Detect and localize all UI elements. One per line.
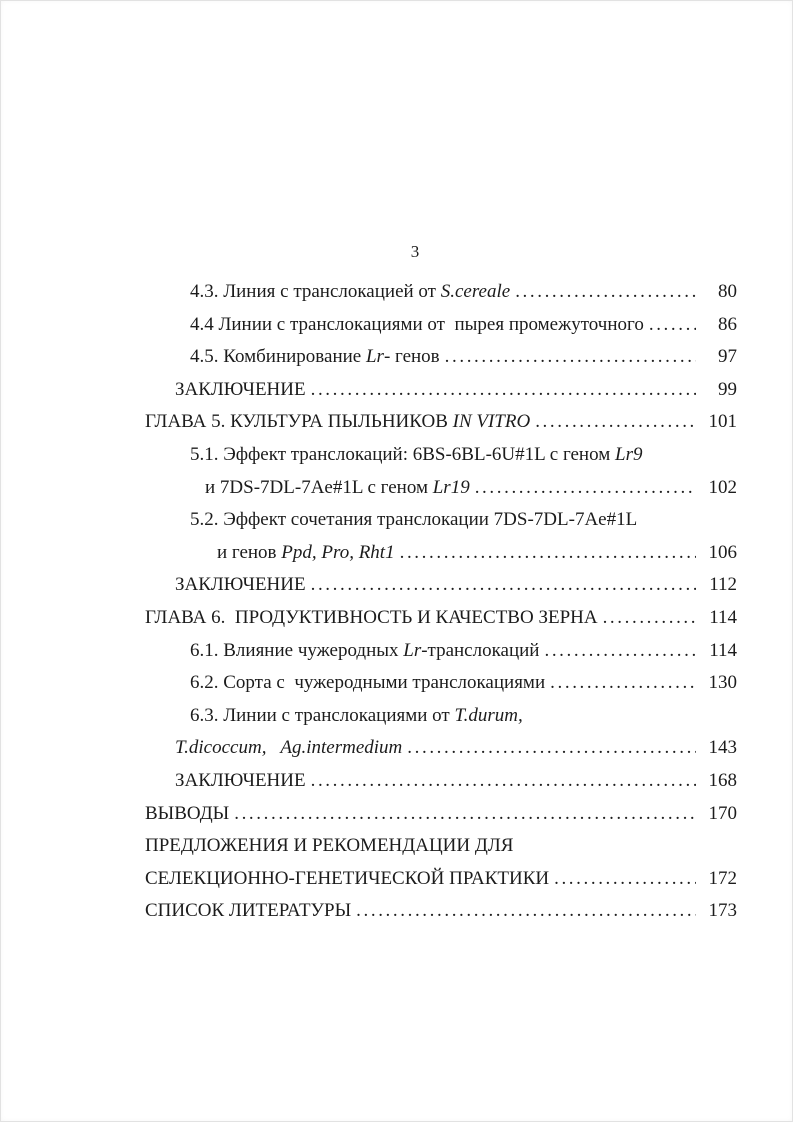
toc-row [145,537,737,570]
toc-row [145,895,737,928]
toc-entry-text [175,765,306,798]
toc-entry-segment: 6.2. Сорта с чужеродными транслокациями [190,672,546,694]
dot-leader [535,406,696,439]
toc-entry-italic-segment: Lr19 [432,476,470,498]
toc-entry-segment: 6.3. Линии с транслокациями от [190,704,455,726]
dot-leader [515,276,696,309]
toc-entry-italic-segment: Lr [403,639,422,661]
toc-entry-segment: и 7DS-7DL-7Ae#1L с геном [205,476,433,498]
toc-entry-text [175,569,306,602]
toc-entry-segment: ЗАКЛЮЧЕНИЕ [175,574,306,596]
dot-leader [311,569,696,602]
toc-entry-text [190,341,440,374]
toc-entry-segment: 4.5. Комбинирование [190,346,366,368]
toc-row [145,276,737,309]
toc-row [145,341,737,374]
toc-entry-text [145,895,351,928]
dot-leader [475,472,696,505]
dot-leader [311,374,696,407]
toc-entry-segment: 6.1. Влияние чужеродных [190,639,404,661]
dot-leader [649,309,696,342]
page-ref: 86 [718,313,737,335]
dot-leader [311,765,696,798]
toc-row [145,439,737,472]
toc-entry-segment: 5.1. Эффект транслокаций: 6BS-6BL-6U#1L с геном [190,443,616,465]
toc-entry-text [190,309,644,342]
toc-row [145,798,737,831]
page-ref: 173 [708,900,737,922]
toc-entry-text [190,504,637,537]
toc-entry-text [190,667,545,700]
page-ref: 97 [718,346,737,368]
page-number-header: 3 [410,242,420,261]
toc-entry-segment: 5.2. Эффект сочетания транслокации 7DS-7DL-7Ae#1L [190,509,638,531]
page-ref: 114 [709,639,737,661]
dot-leader [445,341,696,374]
toc-entry-text [145,798,229,831]
dot-leader [400,537,696,570]
toc-entry-segment: ЗАКЛЮЧЕНИЕ [175,769,306,791]
toc-entry-segment: СЕЛЕКЦИОННО-ГЕНЕТИЧЕСКОЙ ПРАКТИКИ [145,867,550,889]
page-ref: 170 [708,802,737,824]
page-ref: 130 [708,672,737,694]
toc-entry-text [145,602,598,635]
toc-row [145,635,737,668]
page-ref: 80 [718,281,737,302]
toc-entry-segment: ГЛАВА 6. ПРОДУКТИВНОСТЬ И КАЧЕСТВО ЗЕРНА [145,606,598,628]
toc-entry-text [175,374,306,407]
toc-entry-text [205,472,470,505]
toc-entry-segment: ГЛАВА 5. КУЛЬТУРА ПЫЛЬНИКОВ [145,411,453,433]
toc-entry-italic-segment: T.durum, [454,704,523,726]
toc-entry-text [190,635,539,668]
dot-leader [234,798,696,831]
toc-entry-segment: и генов [217,541,282,563]
toc-entry-segment: 4.3. Линия с транслокацией от [190,281,441,302]
page-ref: 101 [708,411,737,433]
page-ref: 114 [709,606,737,628]
toc-row [145,765,737,798]
toc-entry-text [145,406,530,439]
page-ref: 172 [708,867,737,889]
dot-leader [554,863,696,896]
dot-leader [407,732,696,765]
toc-entry-segment: 4.4 Линии с транслокациями от пырея промежуточного [190,313,644,335]
toc-rows [145,276,737,928]
toc-entry-segment: ЗАКЛЮЧЕНИЕ [175,378,306,400]
dot-leader [550,667,696,700]
toc-entry-text [145,863,549,896]
toc-row [145,472,737,505]
toc-entry-italic-segment: S.cereale [440,281,511,302]
toc-row [145,863,737,896]
toc-entry-italic-segment: Lr [365,346,384,368]
toc-entry-italic-segment: T.dicoccum, Ag.intermedium [175,737,403,759]
toc-row [145,504,737,537]
page-ref: 106 [708,541,737,563]
toc-entry-text [175,732,402,765]
page-ref: 99 [718,378,737,400]
toc-row [145,374,737,407]
toc-entry-italic-segment: Ppd, Pro, Rht1 [281,541,395,563]
toc-entry-text [190,276,510,309]
toc-row [145,700,737,733]
toc-row [145,406,737,439]
dot-leader [356,895,696,928]
toc-row [145,309,737,342]
toc-entry-text [190,700,523,733]
page-ref: 168 [708,769,737,791]
toc-entry-text [217,537,395,570]
dot-leader [544,635,696,668]
toc-row [145,667,737,700]
page-ref: 112 [709,574,737,596]
toc-entry-segment: ПРЕДЛОЖЕНИЯ И РЕКОМЕНДАЦИИ ДЛЯ [145,835,514,857]
toc-row [145,569,737,602]
toc-row [145,732,737,765]
dot-leader [603,602,696,635]
page-ref: 143 [708,737,737,759]
toc-entry-segment: - генов [383,346,440,368]
page-ref: 102 [708,476,737,498]
toc-entry-segment: СПИСОК ЛИТЕРАТУРЫ [145,900,352,922]
toc-entry-italic-segment: IN VITRO [452,411,531,433]
toc-row [145,830,737,863]
toc-entry-text [145,830,513,863]
toc-entry-italic-segment: Lr9 [615,443,643,465]
toc-entry-segment: -транслокаций [421,639,540,661]
toc-entry-segment: ВЫВОДЫ [145,802,230,824]
toc-row [145,602,737,635]
toc-entry-text [190,439,642,472]
